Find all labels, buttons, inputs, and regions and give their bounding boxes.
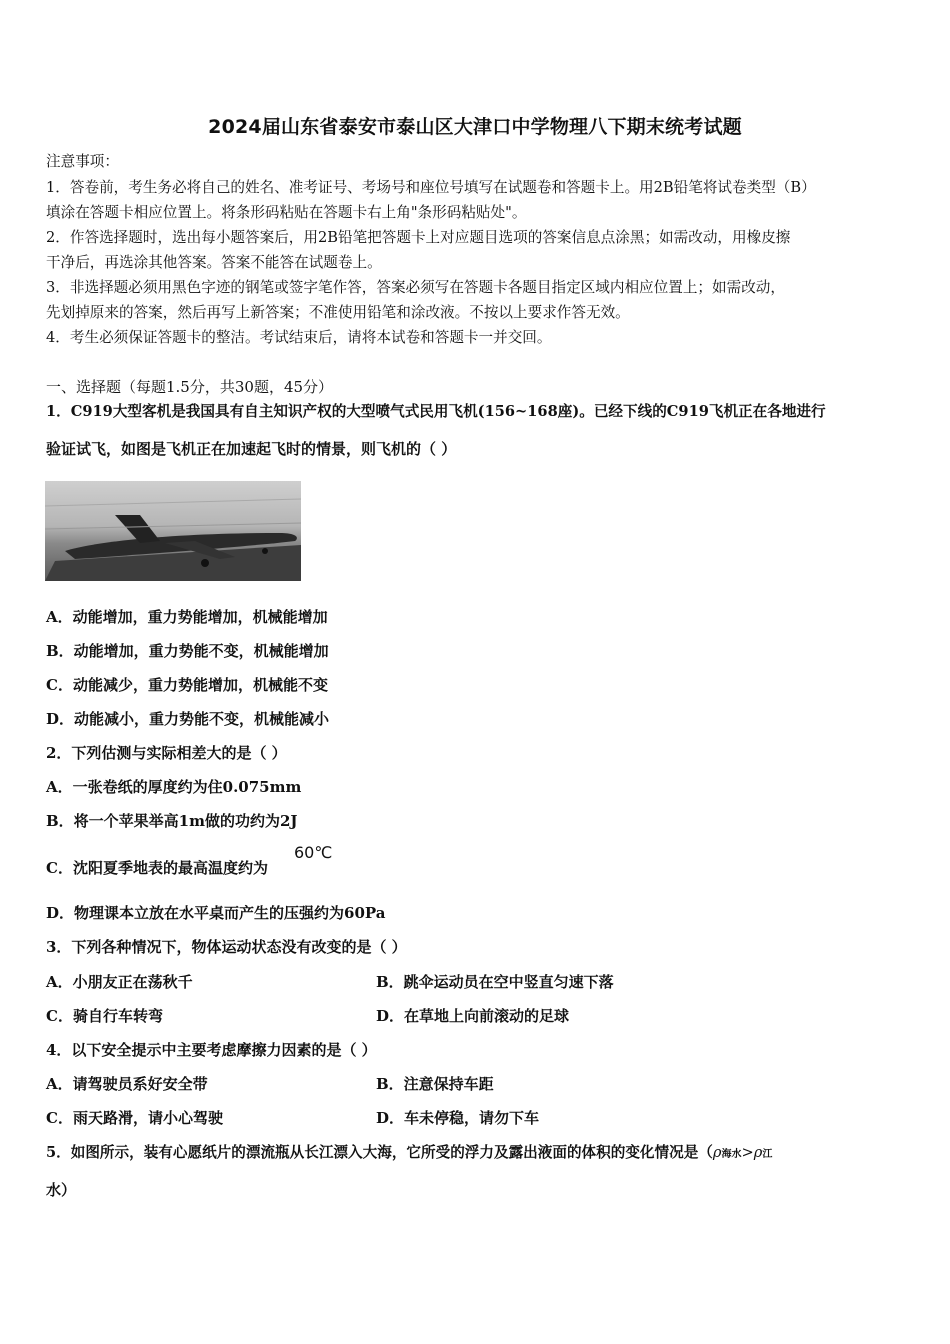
q1-option-d: D．动能减小，重力势能不变，机械能减小 xyxy=(46,710,330,728)
q2-option-b: B．将一个苹果举高1m做的功约为2J xyxy=(46,812,298,830)
notes-line: 填涂在答题卡相应位置上。将条形码粘贴在答题卡右上角"条形码粘贴处"。 xyxy=(46,204,527,221)
rho-subscript-river: 江 xyxy=(762,1149,773,1160)
q4-option-a: A．请驾驶员系好安全带 xyxy=(46,1075,208,1093)
q2-option-d: D．物理课本立放在水平桌而产生的压强约为60Pa xyxy=(46,904,386,922)
q1-option-c: C．动能减少，重力势能增加，机械能不变 xyxy=(46,676,328,694)
section-heading: 一、选择题（每题1.5分，共30题，45分） xyxy=(46,378,334,396)
q4-stem: 4．以下安全提示中主要考虑摩擦力因素的是（ ） xyxy=(46,1041,377,1059)
q4-option-b: B．注意保持车距 xyxy=(376,1075,494,1093)
q3-stem: 3．下列各种情况下，物体运动状态没有改变的是（ ） xyxy=(46,938,407,956)
q1-stem-line1: 1．C919大型客机是我国具有自主知识产权的大型喷气式民用飞机(156~168座)。已经下线的C919飞机正在各地进行 xyxy=(46,403,826,420)
q2-option-a: A．一张卷纸的厚度约为住0.075mm xyxy=(46,778,302,796)
q5-stem-text: 5．如图所示，装有心愿纸片的漂流瓶从长江漂入大海，它所受的浮力及露出液面的体积的变化情况是（ xyxy=(46,1144,713,1161)
q1-option-b: B．动能增加，重力势能不变，机械能增加 xyxy=(46,642,329,660)
q2-stem: 2．下列估测与实际相差大的是（ ） xyxy=(46,744,287,762)
notes-line: 3．非选择题必须用黑色字迹的钢笔或签字笔作答，答案必须写在答题卡各题目指定区域内相应位置上；如需改动， xyxy=(46,279,785,296)
q3-option-c: C．骑自行车转弯 xyxy=(46,1007,163,1025)
rho-subscript-sea: 海水 xyxy=(721,1149,742,1160)
q2-option-c: C．沈阳夏季地表的最高温度约为 xyxy=(46,859,268,877)
q1-stem-line2: 验证试飞，如图是飞机正在加速起飞时的情景，则飞机的（ ） xyxy=(46,440,457,458)
notes-line: 先划掉原来的答案，然后再写上新答案；不准使用铅笔和涂改液。不按以上要求作答无效。 xyxy=(46,304,630,321)
notes-line: 干净后，再选涂其他答案。答案不能答在试题卷上。 xyxy=(46,254,382,271)
q3-option-d: D．在草地上向前滚动的足球 xyxy=(376,1007,570,1025)
rho-symbol-2: ρ xyxy=(753,1144,763,1161)
q5-stem-tail xyxy=(46,1180,76,1200)
page-title: 2024届山东省泰安市泰山区大津口中学物理八下期末统考试题 xyxy=(208,116,742,138)
q2-temperature-value: 60℃ xyxy=(294,843,333,862)
greater-than-symbol: > xyxy=(741,1144,754,1161)
rho-symbol: ρ xyxy=(712,1144,722,1161)
notes-heading: 注意事项： xyxy=(46,153,119,170)
q5-stem xyxy=(46,1143,772,1165)
q4-option-d: D．车未停稳，请勿下车 xyxy=(376,1109,540,1127)
q4-option-c: C．雨天路滑，请小心驾驶 xyxy=(46,1109,223,1127)
notes-line: 2．作答选择题时，选出每小题答案后，用2B铅笔把答题卡上对应题目选项的答案信息点涂黑；如需改动，用橡皮擦 xyxy=(46,229,791,246)
notes-line: 4．考生必须保证答题卡的整洁。考试结束后，请将本试卷和答题卡一并交回。 xyxy=(46,329,552,346)
q3-option-a: A．小朋友正在荡秋千 xyxy=(46,973,193,991)
q3-option-b: B．跳伞运动员在空中竖直匀速下落 xyxy=(376,973,614,991)
notes-line: 1．答卷前，考生务必将自己的姓名、准考证号、考场号和座位号填写在试题卷和答题卡上。用2B铅笔将试卷类型（B） xyxy=(46,179,816,196)
q5-tail-text: 水） xyxy=(46,1181,77,1199)
airplane-takeoff-image xyxy=(45,481,301,581)
q1-option-a: A．动能增加，重力势能增加，机械能增加 xyxy=(46,608,328,626)
